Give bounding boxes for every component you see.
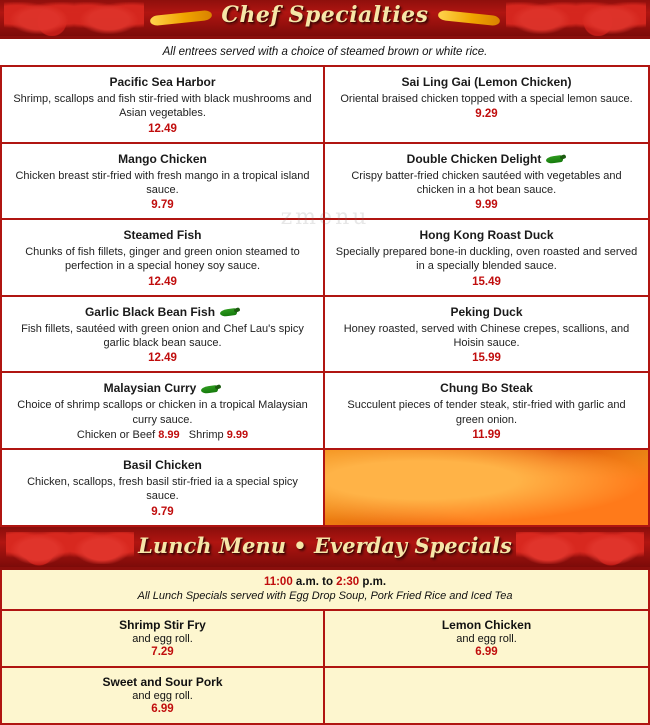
- menu-item: [325, 220, 648, 297]
- menu-item-name: Pacific Sea Harbor: [109, 75, 216, 89]
- menu-item-name: Malaysian Curry: [103, 381, 197, 396]
- menu-item-description: Crispy batter-fried chicken sautéed with vegetables and chicken in a hot bean sauce.: [351, 169, 622, 196]
- menu-item: [2, 450, 325, 527]
- menu-item: [2, 220, 325, 297]
- chef-specialties-grid: [0, 67, 650, 527]
- decorative-filler-panel: [325, 450, 648, 527]
- menu-item: [2, 297, 325, 374]
- price-option-label: Chicken or Beef: [76, 428, 156, 441]
- lunch-item-description: and egg roll.: [456, 632, 517, 645]
- lunch-item-description: and egg roll.: [132, 689, 193, 702]
- menu-item-name: Steamed Fish: [123, 228, 202, 243]
- menu-item-description: Honey roasted, served with Chinese crepes, scallions, and Hoisin sauce.: [343, 322, 630, 350]
- lunch-included-text: All Lunch Specials served with Egg Drop Soup, Pork Fried Rice and Iced Tea: [137, 589, 513, 602]
- lunch-info: [0, 570, 650, 611]
- menu-item-price: 15.99: [472, 352, 501, 365]
- chef-specialties-subtitle: All entrees served with a choice of steamed brown or white rice.: [0, 39, 650, 67]
- menu-item-price: 12.49: [148, 122, 177, 135]
- menu-item: [2, 144, 325, 221]
- menu-item-description: Shrimp, scallops and fish stir-fried with black mushrooms and Asian vegetables.: [13, 93, 312, 120]
- menu-item-name: Mango Chicken: [118, 151, 207, 166]
- menu-item: [325, 373, 648, 450]
- menu-item: [2, 373, 325, 450]
- lunch-empty-cell: [325, 668, 648, 723]
- menu-item-description: Succulent pieces of tender steak, stir-fried with garlic and green onion.: [347, 399, 626, 426]
- lunch-item: [325, 611, 648, 668]
- lunch-item-price: 6.99: [151, 702, 174, 715]
- menu-item: [325, 67, 648, 144]
- spicy-pepper-icon: [220, 308, 240, 317]
- lunch-hours-end: 2:30: [336, 575, 360, 588]
- lunch-item-price: 7.29: [151, 645, 174, 658]
- menu-item-price: 9.79: [151, 199, 174, 212]
- menu-item-name: Chung Bo Steak: [440, 381, 533, 396]
- chef-specialties-title: Chef Specialties: [221, 2, 429, 28]
- menu-item: [325, 144, 648, 221]
- menu-item-description: Oriental braised chicken topped with a special lemon sauce.: [340, 93, 633, 105]
- menu-item-name: Sai Ling Gai (Lemon Chicken): [401, 75, 572, 89]
- lunch-item-name: Lemon Chicken: [441, 617, 532, 632]
- menu-item-name: Peking Duck: [450, 304, 523, 319]
- lunch-hours-suffix: p.m.: [359, 575, 387, 588]
- menu-item-price: 11.99: [472, 428, 501, 441]
- menu-item-name: Garlic Black Bean Fish: [84, 304, 216, 319]
- menu-item-description: Choice of shrimp scallops or chicken in a tropical Malaysian curry sauce.: [17, 399, 308, 426]
- lunch-specials-grid: [0, 611, 650, 725]
- lunch-item-price: 6.99: [475, 645, 498, 658]
- lunch-item-name: Shrimp Stir Fry: [119, 617, 206, 632]
- price-option-amount: 9.99: [226, 428, 249, 441]
- menu-item-price: 9.29: [475, 108, 498, 121]
- menu-item: [2, 67, 325, 144]
- lunch-item-name: Sweet and Sour Pork: [102, 674, 223, 689]
- lunch-hours: [2, 576, 648, 588]
- spicy-pepper-icon: [546, 155, 566, 164]
- menu-item-description: Specially prepared bone-in duckling, oven roasted and served in a specially blended sauce.: [335, 246, 638, 273]
- menu-item-price: 15.49: [472, 275, 501, 288]
- menu-item-price: 12.49: [148, 275, 177, 288]
- price-option-label: Shrimp: [188, 428, 224, 441]
- menu-item-name: Basil Chicken: [123, 457, 202, 472]
- chef-specialties-banner: [0, 0, 650, 39]
- lunch-hours-start: 11:00: [263, 575, 293, 588]
- menu-item-price: 9.99: [475, 199, 498, 212]
- menu-item-description: Fish fillets, sautéed with green onion and Chef Lau's spicy garlic black bean sauce.: [21, 322, 304, 350]
- lunch-item-description: and egg roll.: [132, 632, 193, 645]
- price-option-amount: 8.99: [158, 428, 180, 441]
- menu-item-price-options: [12, 429, 313, 441]
- lunch-menu-title: Lunch Menu • Everday Specials: [138, 532, 512, 558]
- menu-item-price: 12.49: [148, 352, 177, 365]
- lunch-item: [2, 668, 325, 723]
- menu-item: [325, 297, 648, 374]
- watermark-text: zmenu: [280, 205, 370, 230]
- menu-item-price: 9.79: [151, 505, 174, 518]
- menu-item-description: Chicken, scallops, fresh basil stir-fried ia a special spicy sauce.: [27, 475, 298, 503]
- spicy-pepper-icon: [201, 385, 221, 394]
- lunch-item: [2, 611, 325, 668]
- menu-item-name: Hong Kong Roast Duck: [419, 228, 554, 243]
- menu-item-description: Chunks of fish fillets, ginger and green onion steamed to perfection in a special honey soy sauce.: [25, 246, 300, 273]
- menu-item-description: Chicken breast stir-fried with fresh mango in a tropical island sauce.: [15, 169, 310, 196]
- menu-item-name: Double Chicken Delight: [406, 151, 542, 166]
- lunch-menu-banner: [0, 527, 650, 570]
- lunch-hours-mid: a.m. to: [292, 575, 337, 588]
